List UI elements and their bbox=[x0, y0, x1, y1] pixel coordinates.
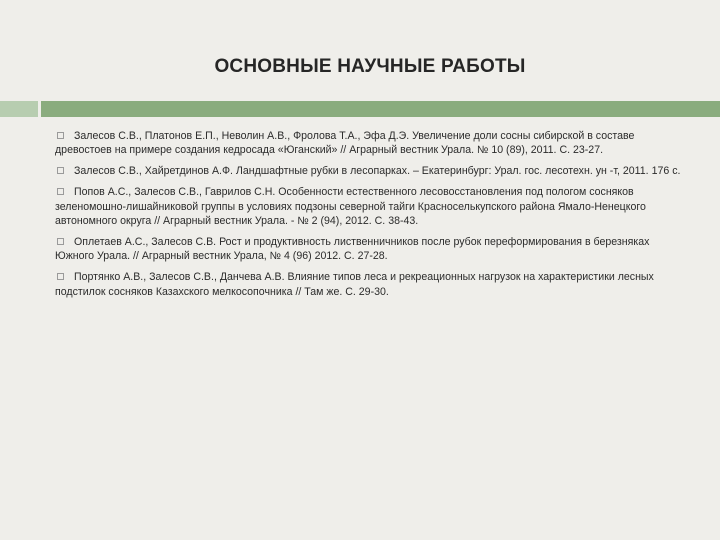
reference-item bbox=[55, 235, 690, 264]
checkbox-square-icon bbox=[57, 238, 64, 245]
reference-text: Залесов С.В., Платонов Е.П., Неволин А.В., Фролова Т.А., Эфа Д.Э. Увеличение доли сосны сибирской в составе древостоев на примере создания кедросада «Юганский» // Аграрный вестник Урала. № 10 (89), 2011. С. 23-27. bbox=[55, 130, 635, 157]
reference-text: Попов А.С., Залесов С.В., Гаврилов С.Н. Особенности естественного лесовосстановления под пологом сосняков зеленомошно-лишайниковой группы в условиях подзоны северной тайги Красноселькупского района Ямало-Ненецкого автономного округа // Аграрный вестник Урала. - № 2 (94), 2012. С. 38-43. bbox=[55, 186, 646, 228]
title-rule-accent bbox=[0, 101, 38, 117]
reference-item bbox=[55, 164, 690, 178]
reference-text: Оплетаев А.С., Залесов С.В. Рост и продуктивность лиственничников после рубок переформирования в березняках Южного Урала. // Аграрный вестник Урала, № 4 (96) 2012. С. 27-28. bbox=[55, 235, 650, 263]
reference-text: Портянко А.В., Залесов С.В., Данчева А.В. Влияние типов леса и рекреационных нагрузок на характеристики лесных подстилок сосняков Казахского мелкосопочника // Там же. С. 29-30. bbox=[55, 271, 654, 298]
reference-item bbox=[55, 270, 690, 299]
reference-item bbox=[55, 185, 690, 228]
checkbox-square-icon bbox=[57, 273, 64, 280]
checkbox-square-icon bbox=[57, 167, 64, 174]
checkbox-square-icon bbox=[57, 188, 64, 195]
checkbox-square-icon bbox=[57, 132, 64, 139]
reference-list bbox=[55, 129, 690, 306]
reference-item bbox=[55, 129, 690, 158]
title-rule-bar bbox=[41, 101, 720, 117]
reference-text: Залесов С.В., Хайретдинов А.Ф. Ландшафтные рубки в лесопарках. – Екатеринбург: Урал. гос. лесотехн. ун -т, 2011. 176 с. bbox=[74, 165, 681, 178]
slide-title: ОСНОВНЫЕ НАУЧНЫЕ РАБОТЫ bbox=[214, 56, 526, 77]
